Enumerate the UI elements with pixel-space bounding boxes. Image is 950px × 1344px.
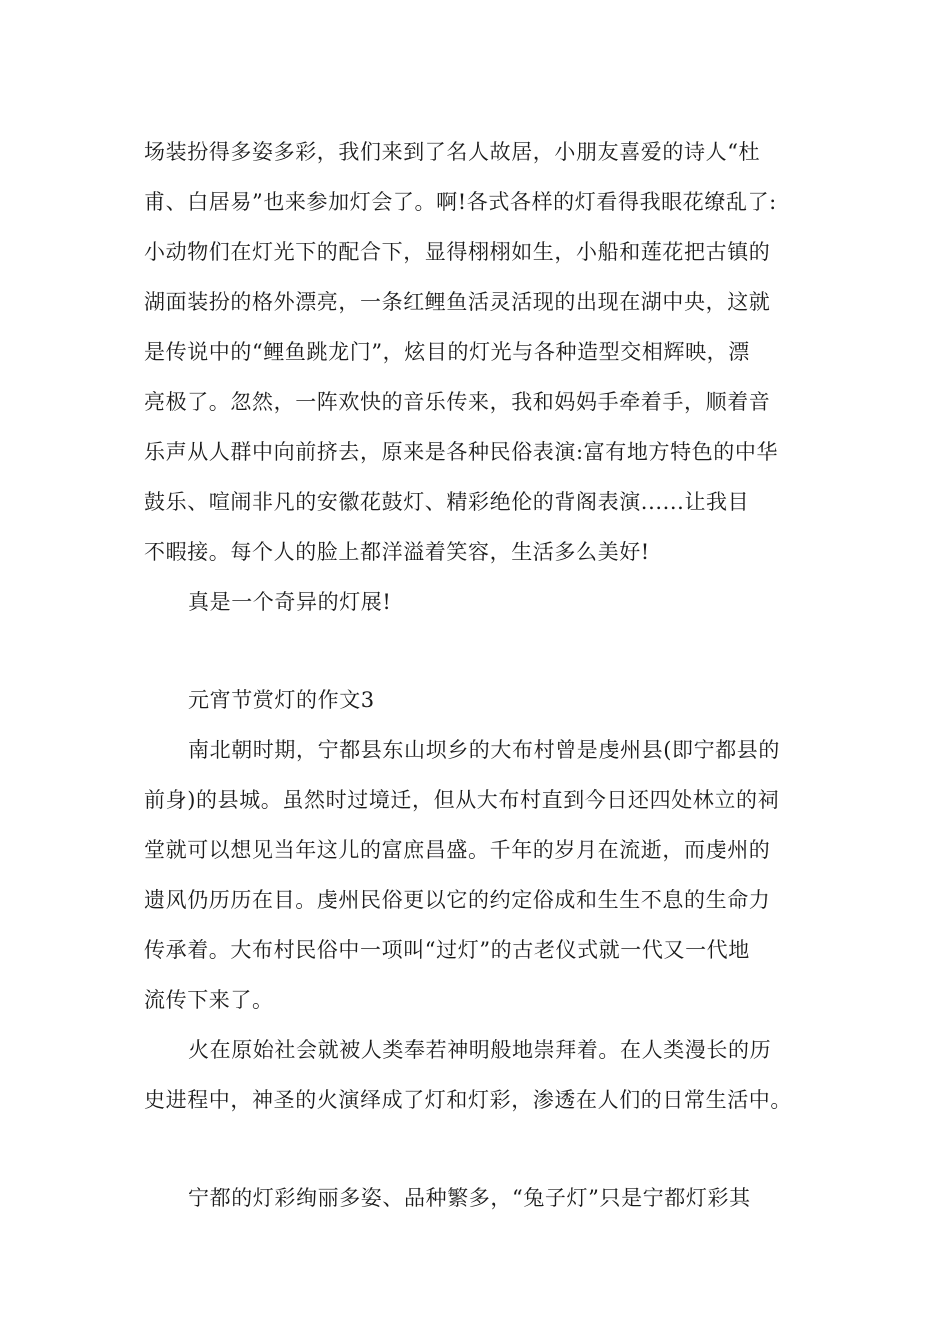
text-line: 是传说中的“鲤鱼跳龙门”，炫目的灯光与各种造型交相辉映，漂 — [144, 340, 750, 364]
text-line: 流传下来了。 — [144, 988, 274, 1012]
text-line: 小动物们在灯光下的配合下，显得栩栩如生，小船和莲花把古镇的 — [144, 240, 771, 264]
text-line: 遗风仍历历在目。虔州民俗更以它的约定俗成和生生不息的生命力 — [144, 888, 771, 912]
text-line: 宁都的灯彩绚丽多姿、品种繁多，“兔子灯”只是宁都灯彩其 — [188, 1186, 751, 1210]
text-line: 鼓乐、喧闹非凡的安徽花鼓灯、精彩绝伦的背阁表演......让我目 — [144, 490, 750, 514]
text-line: 传承着。大布村民俗中一项叫“过灯”的古老仪式就一代又一代地 — [144, 938, 750, 962]
text-line: 火在原始社会就被人类奉若神明般地崇拜着。在人类漫长的历 — [188, 1038, 772, 1062]
text-line: 真是一个奇异的灯展! — [188, 590, 392, 614]
text-line: 不暇接。每个人的脸上都洋溢着笑容，生活多么美好! — [144, 540, 650, 564]
text-line: 乐声从人群中向前挤去，原来是各种民俗表演:富有地方特色的中华 — [144, 440, 779, 464]
text-line: 史进程中，神圣的火演绎成了灯和灯彩，渗透在人们的日常生活中。 — [144, 1088, 792, 1112]
text-line: 前身)的县城。虽然时过境迁，但从大布村直到今日还四处林立的祠 — [144, 788, 780, 812]
text-line: 南北朝时期，宁都县东山坝乡的大布村曾是虔州县(即宁都县的 — [188, 738, 780, 762]
text-line: 湖面装扮的格外漂亮，一条红鲤鱼活灵活现的出现在湖中央，这就 — [144, 290, 771, 314]
text-line: 场装扮得多姿多彩，我们来到了名人故居，小朋友喜爱的诗人“杜 — [144, 140, 761, 164]
section-heading: 元宵节赏灯的作文3 — [188, 688, 375, 712]
text-line: 亮极了。忽然，一阵欢快的音乐传来，我和妈妈手牵着手，顺着音 — [144, 390, 771, 414]
text-line: 甫、白居易”也来参加灯会了。啊!各式各样的灯看得我眼花缭乱了: — [144, 190, 777, 214]
text-line: 堂就可以想见当年这儿的富庶昌盛。千年的岁月在流逝，而虔州的 — [144, 838, 771, 862]
